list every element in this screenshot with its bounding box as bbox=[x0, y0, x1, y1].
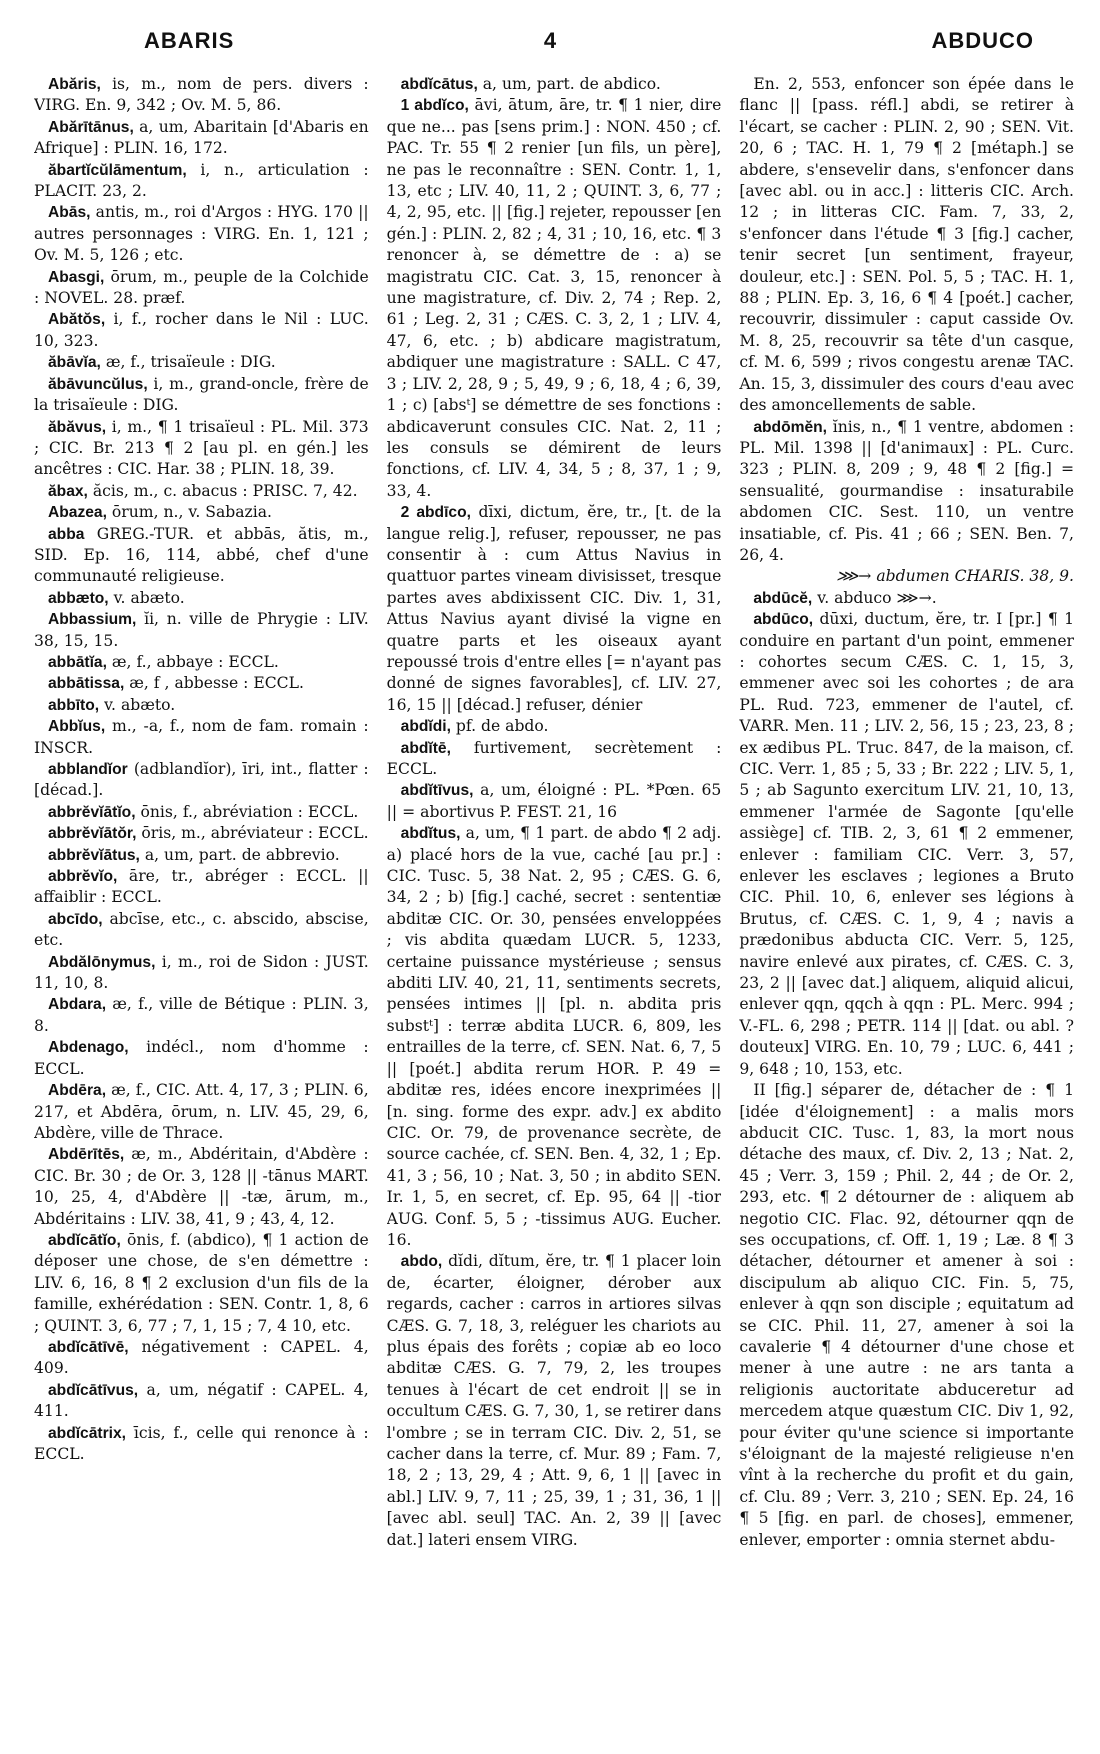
entry-definition: i, n., articulation : PLACIT. 23, 2. bbox=[34, 160, 369, 201]
dictionary-entry bbox=[387, 716, 722, 737]
dictionary-entry bbox=[34, 588, 369, 609]
entry-definition: v. abæto. bbox=[108, 588, 185, 607]
entry-definition: En. 2, 553, enfoncer son épée dans le flanc || [pass. réfl.] abdi, se retirer à l'écart, se cacher : PLIN. 2, 90 ; SEN. Vit. 20, 6 ; TAC. H. 1, 79 ¶ 2 [métaph.] se abdere, s'ensevelir dans, s'enfoncer dans [avec abl. ou in acc.] : litteris CIC. Arch. 12 ; in litteras CIC. Fam. 7, 33, 2, s'enfoncer dans l'étude ¶ 3 [fig.] cacher, tenir secret [un sentiment, frayeur, douleur, etc.] : SEN. Pol. 5, 5 ; TAC. H. 1, 88 ; PLIN. Ep. 3, 16, 6 ¶ 4 [poét.] cacher, recouvrir, dissimuler : caput casside Ov. M. 8, 25, recouvrir sa tête d'un casque, cf. M. 6, 599 ; rivos congestu arenæ TAC. An. 15, 3, dissimuler des cours d'eau avec des amoncellements de sable. bbox=[739, 75, 1075, 415]
entry-headword: abdĭtīvus, bbox=[400, 782, 474, 800]
entry-definition: ōrum, m., peuple de la Colchide : NOVEL. 28. præf. bbox=[34, 267, 369, 308]
entry-headword: abdūcĕ, bbox=[753, 589, 813, 607]
entry-definition: négativement : CAPEL. 4, 409. bbox=[34, 1337, 369, 1378]
dictionary-entry bbox=[34, 117, 369, 160]
entry-definition: v. abduco ⋙→. bbox=[812, 588, 937, 607]
dictionary-columns bbox=[34, 74, 1074, 1734]
entry-definition: a, um, éloigné : PL. *Pœn. 65 || = abortivus P. FEST. 21, 16 bbox=[386, 781, 722, 821]
entry-definition: (adblandĭor), īri, int., flatter : [décad.]. bbox=[34, 760, 369, 800]
entry-definition: furtivement, secrètement : ECCL. bbox=[386, 738, 722, 778]
dictionary-entry bbox=[34, 1423, 369, 1466]
dictionary-entry bbox=[34, 374, 369, 417]
entry-definition: æ, f., abbaye : ECCL. bbox=[106, 652, 279, 671]
dictionary-entry bbox=[34, 502, 369, 523]
dictionary-entry bbox=[34, 652, 369, 673]
entry-headword: ăbāvĭa, bbox=[48, 354, 101, 372]
entry-definition: i, m., grand-oncle, frère de la trisaïeule : DIG. bbox=[34, 374, 369, 415]
entry-headword: abba bbox=[48, 525, 85, 543]
dictionary-entry bbox=[387, 95, 722, 502]
page-number: 4 bbox=[543, 28, 557, 53]
entry-headword: abbrĕvĭātŏr, bbox=[48, 825, 137, 843]
entry-definition: a, um, part. de abbrevio. bbox=[139, 845, 340, 864]
entry-headword: abdĭcātrix, bbox=[48, 1424, 126, 1442]
entry-definition: āvi, ātum, āre, tr. ¶ 1 nier, dire que ne... pas [sens prim.] : NON. 450 ; cf. PAC. Tr. 55 ¶ 2 renier [un fils, un père], ne pas le reconnaître : SEN. Contr. 1, 1, 13, etc ; LIV. 40, 11, 2 ; QUINT. 3, 6, 77 ; 4, 2, 95, etc. || [fig.] rejeter, repousser [en gén.] : PLIN. 2, 82 ; 4, 31 ; 10, 16, etc. ¶ 3 renoncer à, se démettre de : a) se magistratu CIC. Cat. 3, 15, renoncer à une magistrature, cf. Div. 2, 74 ; Rep. 2, 61 ; Leg. 2, 31 ; CÆS. C. 3, 2, 1 ; LIV. 4, 47, 6, etc. ; b) abdicare magistratum, abdiquer une magistrature : SALL. C 47, 3 ; LIV. 2, 28, 9 ; 5, 49, 9 ; 6, 18, 4 ; 6, 39, 1 ; c) [absᵗ] se démettre de ses fonctions : abdicaverunt consules CIC. Nat. 2, 11 ; les consuls se démirent de leurs fonctions, cf. LIV. 4, 34, 5 ; 8, 37, 1 ; 9, 33, 4. bbox=[386, 96, 722, 500]
dictionary-entry bbox=[34, 952, 369, 995]
entry-definition: æ, f., ville de Bétique : PLIN. 3, 8. bbox=[34, 995, 369, 1035]
dictionary-entry bbox=[34, 609, 369, 652]
entry-definition: īcis, f., celle qui renonce à : ECCL. bbox=[34, 1423, 369, 1463]
entry-headword: ăbăvus, bbox=[48, 418, 107, 436]
entry-definition: II [fig.] séparer de, détacher de : ¶ 1 [idée d'éloignement] : a malis mors abducit CIC. Tusc. 1, 83, la mort nous détache des maux, cf. Div. 2, 13 ; Nat. 2, 45 ; Verr. 3, 159 ; Phil. 2, 44 ; de Or. 2, 293, etc. ¶ 2 détourner de : aliquem ab negotio CIC. Flac. 92, détourner qqn de ses occupations, cf. Off. 1, 19 ; Læ. 8 ¶ 3 détacher, détourner et amener à soi : discipulum ab aliquo CIC. Fin. 5, 75, enlever à qqn son disciple ; equitatum ad se CIC. Phil. 11, 27, amener à soi la cavalerie ¶ 4 détourner d'une chose et mener à une autre : ne ars tanta a religionis auctoritate abduceretur ad mercedem atque quæstum CIC. Div 1, 92, pour éviter qu'une science si importante s'éloignant de la majesté religieuse n'en vînt à la recherche du profit et du gain, cf. Clu. 89 ; Verr. 3, 210 ; SEN. Ep. 24, 16 ¶ 5 [fig. en parl. de choses], emmener, enlever, emporter : omnia sternet abdu- bbox=[739, 1081, 1075, 1549]
dictionary-entry bbox=[34, 802, 369, 823]
entry-definition: ăcis, m., c. abacus : PRISC. 7, 42. bbox=[87, 481, 358, 500]
entry-headword: abdūco, bbox=[753, 611, 814, 629]
entry-headword: 2 abdīco, bbox=[400, 504, 471, 522]
entry-headword: abblandĭor bbox=[48, 761, 128, 778]
dictionary-entry bbox=[739, 588, 1074, 609]
entry-definition: abcīse, etc., c. abscido, abscise, etc. bbox=[34, 909, 369, 950]
entry-headword: ăbāvuncŭlus, bbox=[48, 375, 148, 393]
dictionary-entry bbox=[34, 1037, 369, 1080]
entry-headword: Abdēra, bbox=[48, 1082, 107, 1100]
entry-headword: Abazea, bbox=[48, 504, 107, 522]
dictionary-entry bbox=[34, 845, 369, 866]
dictionary-entry bbox=[387, 502, 722, 716]
dictionary-entry bbox=[739, 417, 1074, 567]
entry-definition: m., -a, f., nom de fam. romain : INSCR. bbox=[34, 717, 369, 757]
page-header bbox=[38, 28, 1062, 64]
entry-definition: ĭnis, n., ¶ 1 ventre, abdomen : PL. Mil. 1398 || [d'animaux] : PL. Curc. 323 ; PLIN. 8, 209 ; 9, 48 ¶ 2 [fig.] = sensualité, gourmandise : insaturabile abdomen CIC. Sest. 110, un ventre insatiable, cf. Pis. 41 ; 66 ; SEN. Ben. 7, 26, 4. bbox=[739, 417, 1075, 564]
entry-headword: abdĭcātĭo, bbox=[48, 1231, 121, 1249]
dictionary-entry bbox=[34, 481, 369, 502]
entry-headword: abcīdo, bbox=[48, 910, 103, 928]
dictionary-entry bbox=[34, 823, 369, 844]
column-3 bbox=[739, 74, 1074, 1734]
entry-definition: ĭi, n. ville de Phrygie : LIV. 38, 15, 15. bbox=[34, 610, 369, 650]
dictionary-entry bbox=[34, 202, 369, 266]
entry-headword: Abbĭus, bbox=[48, 718, 106, 736]
dictionary-entry bbox=[34, 160, 369, 203]
entry-definition: dīxi, dictum, ĕre, tr., [t. de la langue relig.], refuser, repousser, ne pas consentir à : cum Attus Navius in quattuor partes vineam divisisset, tresque partes aves abdixissent CIC. Div. 1, 31, Attus Navius ayant divisé la vigne en quatre parts et les oiseaux ayant repoussé trois d'entre elles [= n'ayant pas donné de signes favorables], cf. LIV. 27, 16, 15 || [décad.] refuser, dénier bbox=[386, 503, 722, 714]
entry-definition: ōnis, f. (abdico), ¶ 1 action de déposer une chose, de s'en démettre : LIV. 6, 16, 8 ¶ 2 exclusion d'un fils de la famille, exhérédation : SEN. Contr. 1, 8, 6 ; QUINT. 3, 6, 77 ; 7, 1, 15 ; 7, 4 10, etc. bbox=[34, 1230, 369, 1335]
dictionary-entry bbox=[739, 74, 1074, 417]
entry-headword: abbātissa, bbox=[48, 675, 125, 693]
running-head-left: ABARIS bbox=[144, 28, 235, 53]
entry-headword: abbrĕvĭo, bbox=[48, 868, 118, 886]
entry-definition: æ, m., Abdéritain, d'Abdère : CIC. Br. 30 ; de Or. 3, 128 || -tānus MART. 10, 25, 4, d'Abdère || -tæ, ārum, m., Abdéritains : LIV. 38, 41, 9 ; 43, 4, 12. bbox=[34, 1145, 369, 1228]
entry-headword: Abdērītēs, bbox=[48, 1146, 125, 1164]
entry-headword: Abdara, bbox=[48, 996, 107, 1014]
entry-definition: is, m., nom de pers. divers : VIRG. En. 9, 342 ; Ov. M. 5, 86. bbox=[34, 75, 369, 115]
entry-definition: ⋙→ abdumen CHARIS. 38, 9. bbox=[836, 567, 1075, 586]
entry-definition: a, um, ¶ 1 part. de abdo ¶ 2 adj. a) placé hors de la vue, caché [au pr.] : CIC. Tusc. 5, 38 Nat. 2, 95 ; CÆS. G. 6, 34, 2 ; b) [fig.] caché, secret : sententiæ abditæ CIC. Or. 30, pensées enveloppées ; vis abdita quædam LUCR. 5, 1233, certaine puissance mystérieuse ; sensus abditi LIV. 40, 21, 11, sentiments secrets, pensées intimes || [pl. n. abdita pris substᵗ] : terræ abdita LUCR. 6, 809, les entrailles de la terre, cf. SEN. Nat. 6, 7, 5 || [poét.] abdita rerum HOR. P. 49 = abditæ res, idées encore inexprimées || [n. sing. forme des expr. adv.] ex abdito CIC. Or. 79, de provenance secrète, de source cachée, cf. SEN. Ben. 4, 32, 1 ; Ep. 41, 3 ; 56, 10 ; Nat. 3, 50 ; in abdito SEN. Ir. 1, 5, en secret, cf. Ep. 95, 64 || -tior AUG. Conf. 5, 5 ; -tissimus AUG. Eucher. 16. bbox=[386, 824, 722, 1249]
entry-definition: ōris, m., abréviateur : ECCL. bbox=[136, 824, 369, 843]
dictionary-entry bbox=[739, 566, 1074, 587]
entry-headword: abbrĕvĭātus, bbox=[48, 846, 140, 864]
dictionary-entry bbox=[34, 695, 369, 716]
entry-definition: pf. de abdo. bbox=[450, 717, 549, 736]
entry-definition: i, f., rocher dans le Nil : LUC. 10, 323. bbox=[34, 310, 369, 350]
dictionary-entry bbox=[34, 994, 369, 1037]
entry-headword: abdĭdi, bbox=[400, 718, 451, 736]
dictionary-entry bbox=[34, 1080, 369, 1144]
entry-definition: v. abæto. bbox=[99, 695, 176, 714]
entry-definition: i, m., roi de Sidon : JUST. 11, 10, 8. bbox=[34, 952, 369, 993]
entry-headword: abbæto, bbox=[48, 589, 109, 607]
dictionary-entry bbox=[34, 759, 369, 802]
entry-definition: i, m., ¶ 1 trisaïeul : PL. Mil. 373 ; CIC. Br. 213 ¶ 2 [au pl. en gén.] les ancêtres : CIC. Har. 38 ; PLIN. 18, 39. bbox=[34, 417, 369, 479]
entry-headword: abdĭtē, bbox=[400, 739, 451, 757]
dictionary-entry bbox=[34, 1230, 369, 1337]
dictionary-entry bbox=[739, 609, 1074, 1080]
entry-headword: abbātĭa, bbox=[48, 653, 107, 671]
entry-definition: ōrum, n., v. Sabazia. bbox=[106, 503, 272, 522]
entry-definition: a, um, Abaritain [d'Abaris en Afrique] : PLIN. 16, 172. bbox=[34, 117, 369, 158]
dictionary-entry bbox=[34, 1380, 369, 1423]
entry-headword: ăbax, bbox=[48, 482, 88, 500]
entry-headword: abdĭcātus, bbox=[400, 76, 478, 93]
entry-definition: a, um, part. de abdico. bbox=[477, 75, 661, 93]
dictionary-entry bbox=[34, 417, 369, 481]
dictionary-entry bbox=[34, 524, 369, 588]
dictionary-entry bbox=[34, 866, 369, 909]
dictionary-entry bbox=[387, 823, 722, 1251]
column-1 bbox=[34, 74, 369, 1734]
dictionary-entry bbox=[387, 1251, 722, 1551]
entry-headword: Abăris, bbox=[48, 76, 101, 93]
entry-headword: abdōmĕn, bbox=[753, 418, 827, 436]
dictionary-entry bbox=[34, 909, 369, 952]
entry-definition: æ, f., trisaïeule : DIG. bbox=[100, 353, 276, 372]
entry-headword: Abās, bbox=[48, 204, 91, 222]
entry-definition: GREG.-TUR. et abbās, ătis, m., SID. Ep. 16, 114, abbé, chef d'une communauté religieuse. bbox=[34, 524, 369, 586]
dictionary-entry bbox=[34, 1337, 369, 1380]
entry-headword: abdĭcātīvē, bbox=[48, 1338, 129, 1356]
entry-definition: āre, tr., abréger : ECCL. || affaiblir : ECCL. bbox=[34, 867, 369, 907]
entry-definition: indécl., nom d'homme : ECCL. bbox=[34, 1038, 369, 1078]
dictionary-entry bbox=[739, 1080, 1074, 1551]
entry-headword: Abdenago, bbox=[48, 1039, 129, 1057]
dictionary-entry bbox=[34, 74, 369, 117]
dictionary-entry bbox=[34, 673, 369, 694]
entry-headword: abdĭcātīvus, bbox=[48, 1381, 139, 1399]
dictionary-entry bbox=[34, 1144, 369, 1230]
entry-headword: abbīto, bbox=[48, 696, 100, 714]
entry-definition: æ, f , abbesse : ECCL. bbox=[124, 674, 304, 693]
entry-headword: Abasgi, bbox=[48, 268, 105, 286]
column-2 bbox=[387, 74, 722, 1734]
entry-headword: Abdălōnymus, bbox=[48, 953, 156, 971]
entry-headword: abdo, bbox=[400, 1253, 443, 1271]
entry-headword: ăbartĭcŭlāmentum, bbox=[48, 161, 187, 179]
running-head-right: ABDUCO bbox=[931, 28, 1034, 53]
dictionary-entry bbox=[34, 309, 369, 352]
entry-definition: a, um, négatif : CAPEL. 4, 411. bbox=[34, 1380, 369, 1421]
dictionary-entry bbox=[387, 738, 722, 781]
entry-headword: Abărītānus, bbox=[48, 118, 134, 136]
dictionary-entry bbox=[34, 267, 369, 310]
entry-headword: Abătŏs, bbox=[48, 311, 106, 329]
entry-headword: abdĭtus, bbox=[400, 825, 461, 843]
entry-headword: Abbassium, bbox=[48, 611, 137, 629]
entry-definition: æ, f., CIC. Att. 4, 17, 3 ; PLIN. 6, 217, et Abdēra, ōrum, n. LIV. 45, 29, 6, Abdère, ville de Thrace. bbox=[34, 1081, 369, 1142]
dictionary-entry bbox=[34, 352, 369, 373]
entry-definition: antis, m., roi d'Argos : HYG. 170 || autres personnages : VIRG. En. 1, 121 ; Ov. M. 5, 126 ; etc. bbox=[34, 203, 369, 265]
dictionary-entry bbox=[387, 780, 722, 823]
dictionary-entry bbox=[387, 74, 722, 95]
entry-definition: ōnis, f., abréviation : ECCL. bbox=[135, 802, 359, 821]
entry-definition: dūxi, ductum, ĕre, tr. I [pr.] ¶ 1 conduire en partant d'un point, emmener : cohortes secum CÆS. C. 1, 15, 3, emmener avec soi les cohortes ; de ara PL. Rud. 723, emmener de l'autel, cf. VARR. Men. 11 ; LIV. 2, 56, 15 ; 23, 23, 8 ; ex ædibus PL. Truc. 847, de la maison, cf. CIC. Verr. 1, 85 ; 5, 33 ; Br. 222 ; LIV. 5, 1, 5 ; ab Sagunto exercitum LIV. 21, 10, 13, emmener l'armée de Sagonte [qu'elle assiège] cf. TIB. 2, 3, 61 ¶ 2 emmener, enlever : familiam CIC. Verr. 3, 57, enlever les esclaves ; legiones a Bruto CIC. Phil. 10, 6, enlever ses légions à Brutus, cf. CÆS. C. 1, 9, 4 ; navis a prædonibus abducta CIC. Verr. 5, 125, navire enlevé aux pirates, cf. CÆS. C. 3, 23, 2 || [avec dat.] aliquem, aliquid alicui, enlever qqn, qqch à qqn : PL. Merc. 994 ; V.-FL. 6, 298 ; PETR. 114 || [dat. ou abl. ? douteux] VIRG. En. 10, 79 ; LUC. 6, 441 ; 9, 648 ; 10, 153, etc. bbox=[739, 610, 1075, 1078]
entry-definition: dĭdi, dĭtum, ĕre, tr. ¶ 1 placer loin de, écarter, éloigner, dérober aux regards, cacher : carros in artiores silvas CÆS. G. 7, 18, 3, reléguer les chariots au plus épais des forêts ; copiæ ab eo loco abditæ CÆS. G. 7, 79, 2, les troupes tenues à l'écart de cet endroit || se in occultum CÆS. G. 7, 30, 1, se retirer dans l'ombre ; se in terram CIC. Div. 2, 51, se cacher dans la terre, cf. Mur. 89 ; Fam. 7, 18, 2 ; 13, 29, 4 ; Att. 9, 6, 1 || [avec in abl.] LIV. 9, 7, 11 ; 25, 39, 1 ; 31, 36, 1 || [avec abl. seul] TAC. An. 2, 39 || [avec dat.] lateri ensem VIRG. bbox=[386, 1252, 722, 1549]
entry-headword: abbrĕvĭātĭo, bbox=[48, 803, 136, 821]
entry-headword: 1 abdĭco, bbox=[400, 97, 469, 115]
dictionary-entry bbox=[34, 716, 369, 759]
